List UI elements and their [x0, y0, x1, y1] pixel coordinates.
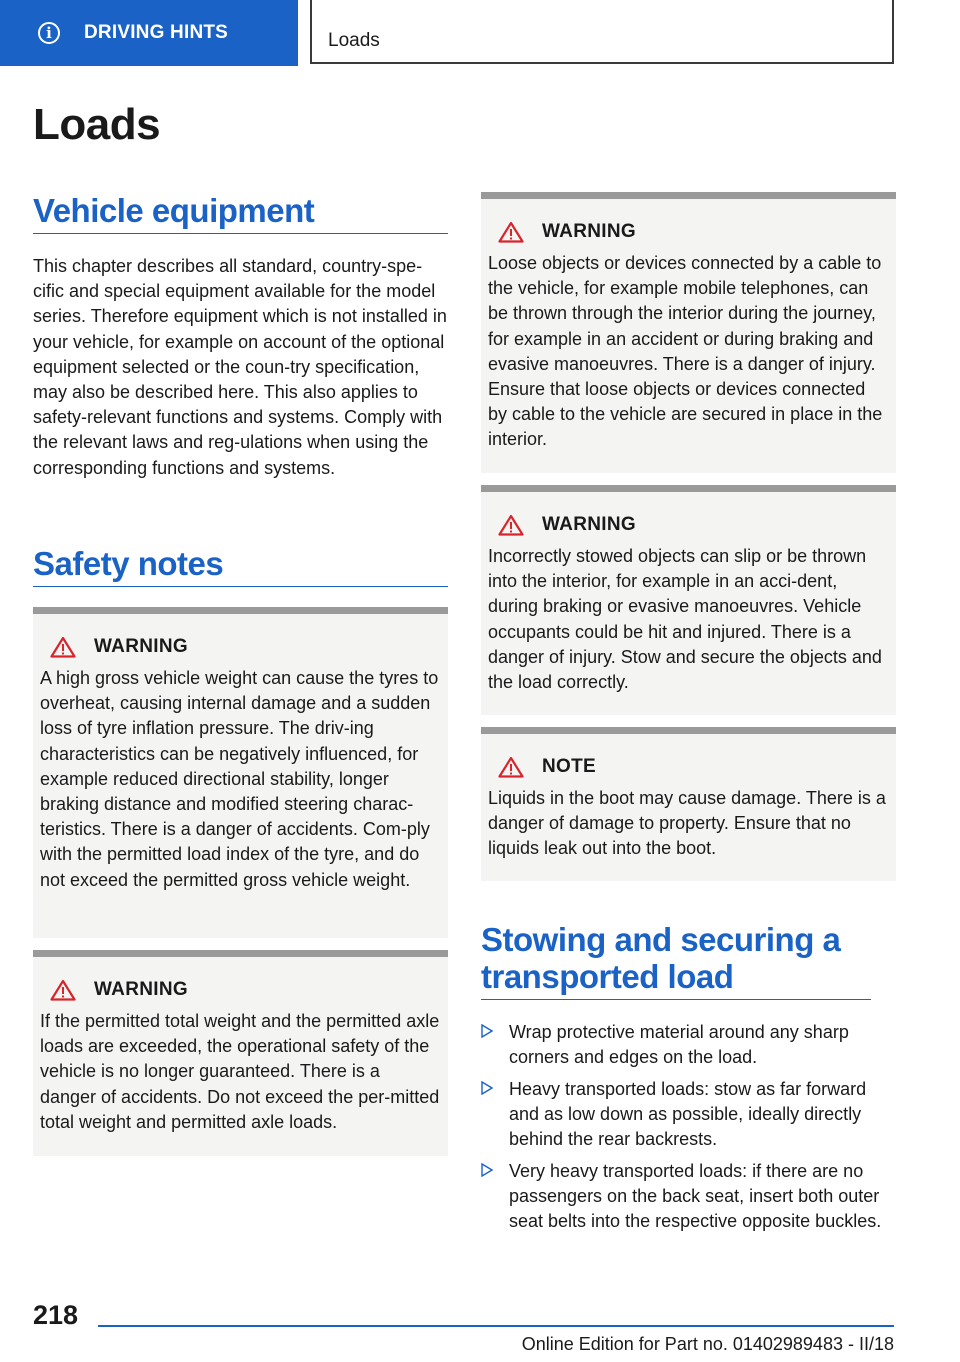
warning-text: A high gross vehicle weight can cause the tyres to overheat, causing internal damage and a sudden loss of tyre inflation pressure. The driv‐ing characteristics can be negatively influenced, for example reduced directional stability, longer braking distance and modified steering charac‐teristics. There is a danger of accidents. Com‐ply with the permitted load index of the tyre, and do not exceed the permitted gross vehicle weight. [40, 668, 439, 890]
list-item [481, 1077, 896, 1152]
warning-text: Incorrectly stowed objects can slip or be thrown into the interior, for example in an acci‐dent, during braking or evasive manoeuvres. Vehicle occupants could be hit and injured. There is a danger of injury. Stow and secure the objects and the load correctly. [488, 546, 882, 693]
footer-divider [98, 1325, 894, 1327]
warning-label: WARNING [94, 636, 188, 657]
warning-box [481, 485, 896, 715]
note-box [481, 727, 896, 881]
heading-vehicle-equipment: Vehicle equipment [33, 192, 448, 234]
warning-triangle-icon [498, 756, 524, 778]
warning-box [33, 607, 448, 938]
triangle-bullet-icon [481, 1163, 493, 1177]
warning-box [481, 192, 896, 473]
list-item-text: Wrap protective material around any sharp corners and edges on the load. [509, 1022, 849, 1067]
warning-triangle-icon [498, 221, 524, 243]
info-icon: i [38, 22, 60, 44]
warning-label: WARNING [542, 221, 636, 242]
triangle-bullet-icon [481, 1081, 493, 1095]
warning-triangle-icon [50, 636, 76, 658]
warning-triangle-icon [498, 514, 524, 536]
vehicle-equipment-text: This chapter describes all standard, country-spe‐cific and special equipment available for the model series. Therefore equipment which is not installed in your vehicle, for example on account of the optional equipment selected or the coun‐try specification, may also be described here. This also applies to safety-relevant functions and systems. Comply with the relevant laws and reg‐ulations when using the corresponding functions and systems. [33, 256, 447, 478]
triangle-bullet-icon [481, 1024, 493, 1038]
heading-safety-notes: Safety notes [33, 545, 448, 587]
list-item-text: Heavy transported loads: stow as far forward and as low down as possible, ideally directly behind the rear backrests. [509, 1079, 867, 1149]
section-tab [0, 0, 298, 66]
heading-stowing: Stowing and securing a transported load [481, 921, 871, 1000]
list-item [481, 1159, 896, 1234]
note-text: Liquids in the boot may cause damage. There is a danger of damage to property. Ensure that no liquids leak out into the boot. [488, 788, 886, 859]
breadcrumb-label: Loads [328, 30, 380, 51]
page-number: 218 [33, 1300, 79, 1330]
list-item-text: Very heavy transported loads: if there are no passengers on the back seat, insert both outer seat belts into the respective opposite buckles. [509, 1161, 882, 1231]
warning-label: WARNING [542, 514, 636, 535]
warning-triangle-icon [50, 979, 76, 1001]
section-label: DRIVING HINTS [84, 22, 229, 43]
warning-text: Loose objects or devices connected by a cable to the vehicle, for example mobile telephones, can be thrown through the interior during the journey, for example in an accident or during braking and evasive manoeuvres. There is a danger of injury. Ensure that loose objects or devices connected by cable to the vehicle are secured in place in the interior. [488, 253, 883, 450]
warning-label: WARNING [94, 979, 188, 1000]
stowing-list [481, 1020, 896, 1234]
warning-text: If the permitted total weight and the permitted axle loads are exceeded, the operational safety of the vehicle is no longer guaranteed. There is a danger of accidents. Do not exceed the per‐mitted total weight and permitted axle loads. [40, 1011, 440, 1132]
note-label: NOTE [542, 756, 596, 777]
page-title: Loads [33, 100, 161, 149]
list-item [481, 1020, 896, 1070]
breadcrumb [310, 0, 894, 64]
footer-edition: Online Edition for Part no. 01402989483 - II/18 [521, 1334, 894, 1354]
warning-box [33, 950, 448, 1156]
